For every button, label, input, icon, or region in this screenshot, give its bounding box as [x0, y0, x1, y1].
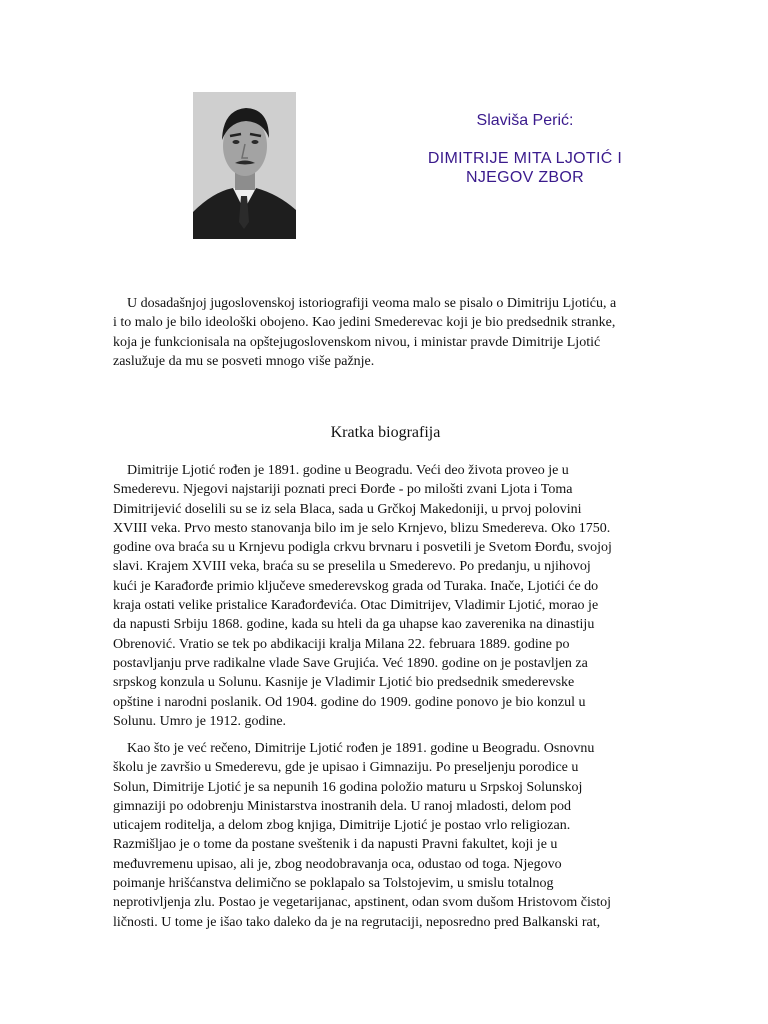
author-name: Slaviša Perić:	[476, 112, 574, 129]
text-line: slavi. Krajem XVIII veka, braća su se preselila u Smederevo. Po predanju, u njihovoj	[113, 559, 591, 575]
text-line: neprotivljenja zlu. Postao je vegetarijanac, apstinent, odan svom dušom Hristovom čistoj	[113, 895, 612, 911]
text-line: Solun, Dimitrije Ljotić je sa nepunih 16 godina položio maturu u Srpskoj Solunskoj	[113, 779, 583, 795]
text-line: gimnaziji po odobrenju Ministarstva inostranih dela. U ranoj mladosti, delom pod	[113, 798, 572, 814]
text-line: ličnosti. U tome je išao tako daleko da je na regrutaciji, neposredno pred Balkanski rat,	[113, 914, 601, 930]
text-line: Dimitrijević doselili su se iz sela Blaca, sada u Grčkoj Makedoniji, u prvoj polovini	[113, 501, 582, 517]
text-line: Kao što je već rečeno, Dimitrije Ljotić rođen je 1891. godine u Beogradu. Osnovnu	[127, 741, 595, 756]
text-line: Dimitrije Ljotić rođen je 1891. godine u Beogradu. Veći deo života proveo je u	[127, 463, 569, 478]
text-line: školu je završio u Smederevu, gde je upisao i Gimnaziju. Po preseljenju porodice u	[113, 760, 579, 776]
text-line: da napusti Srbiju 1868. godine, kada su hteli da ga uhapse kao zaverenika na dinastiju	[113, 617, 595, 633]
text-line: koja je funkcionisala na opštejugoslovenskom nivou, i ministar pravde Dimitrije Ljotić	[113, 334, 601, 350]
text-line: Razmišljao je o tome da postane sveštenik i da napusti Pravni fakultet, koji je u	[113, 837, 558, 853]
title-line: NJEGOV ZBOR	[466, 169, 584, 186]
intro-paragraph	[113, 294, 658, 371]
text-line: kući je Karađorđe primio ključeve smederevskog grada od Turaka. Inače, Ljotići će do	[113, 578, 599, 594]
section-heading: Kratka biografija	[330, 424, 441, 441]
text-line: poimanje hrišćanstva delimično se poklapalo sa Tolstojevim, u smislu totalnog	[113, 876, 554, 892]
text-line: zaslužuje da mu se posveti mnogo više pažnje.	[113, 353, 375, 369]
text-line: srpskog konzula u Solunu. Kasnije je Vladimir Ljotić bio predsednik smederevske	[113, 675, 575, 691]
text-line: U dosadašnjoj jugoslovenskoj istoriografiji veoma malo se pisalo o Dimitriju Ljotiću, a	[127, 296, 617, 311]
text-line: Solunu. Umro je 1912. godine.	[113, 713, 287, 729]
text-line: i to malo je bilo ideološki obojeno. Kao jedini Smederevac koji je bio predsednik stranke,	[113, 315, 616, 331]
portrait-illustration	[193, 92, 296, 239]
education-paragraph	[113, 739, 658, 932]
document-title	[395, 149, 655, 187]
text-line: međuvremenu upisao, ali je, zbog neodobravanja oca, odustao od toga. Njegovo	[113, 856, 562, 872]
author-portrait-photo	[193, 92, 296, 239]
text-line: godine ova braća su u Krnjevu podigla crkvu brvnaru i posvetili je Svetom Đorđu, svojoj	[113, 540, 612, 556]
text-line: kraja ostati velike pristalice Karađorđevića. Otac Dimitrijev, Vladimir Ljotić, morao je	[113, 598, 599, 614]
text-line: Obrenović. Vratio se tek po abdikaciji kralja Milana 22. februara 1889. godine po	[113, 636, 570, 652]
text-line: postavljanju prve radikalne vlade Save Grujića. Već 1890. godine on je postavljen za	[113, 655, 588, 671]
text-line: uticajem roditelja, a delom zbog knjiga, Dimitrije Ljotić je postao vrlo religiozan.	[113, 818, 571, 834]
text-line: XVIII veka. Prvo mesto stanovanja bilo im je selo Krnjevo, blizu Smedereva. Oko 1750.	[113, 520, 611, 536]
text-line: opštine i narodni poslanik. Od 1904. godine do 1909. godine ponovo je bio konzul u	[113, 694, 586, 710]
biography-paragraph	[113, 461, 658, 731]
title-line: DIMITRIJE MITA LJOTIĆ I	[427, 150, 623, 167]
text-line: Smederevu. Njegovi najstariji poznati preci Đorđe - po milošti zvani Ljota i Toma	[113, 482, 573, 498]
